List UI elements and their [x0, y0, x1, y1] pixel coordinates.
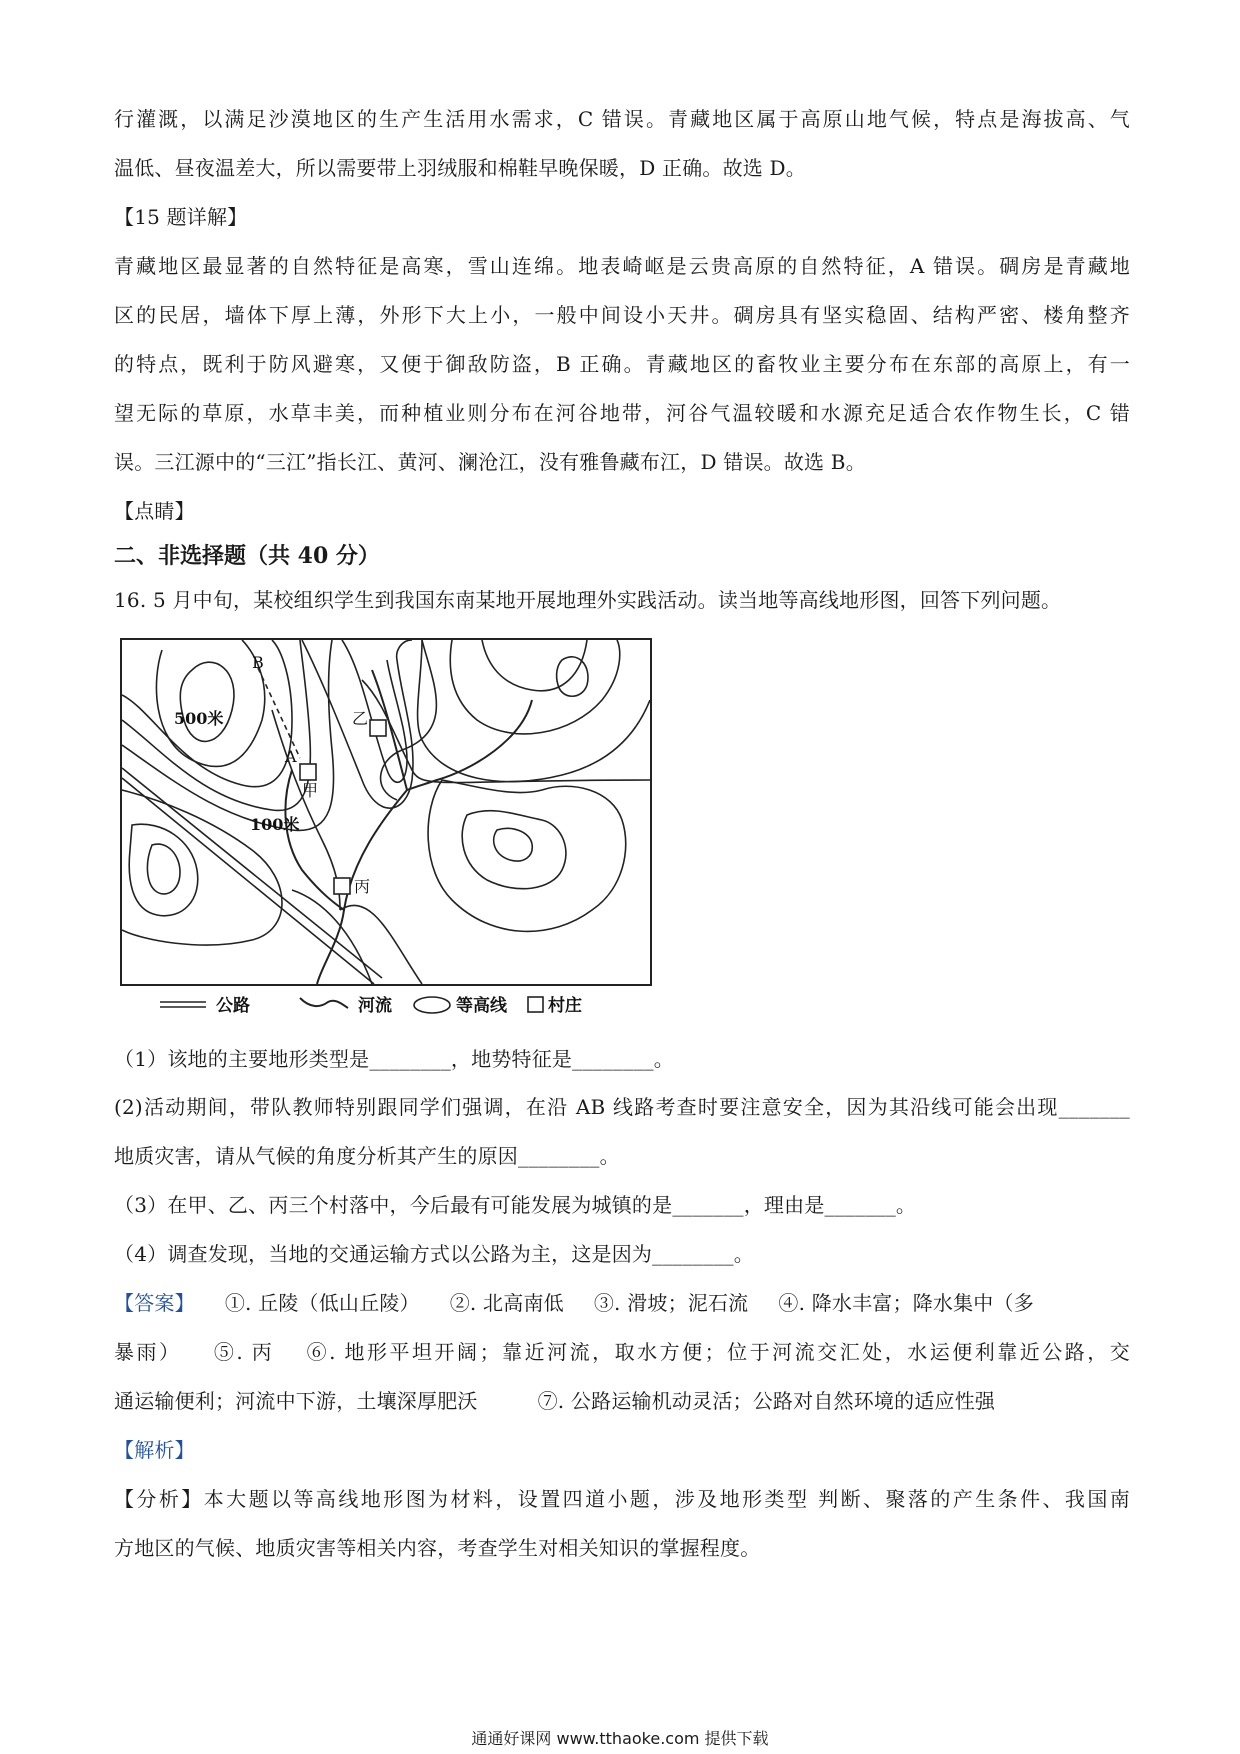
road — [122, 768, 382, 978]
legend-river-label: 河流 — [358, 996, 392, 1016]
map-legend — [160, 990, 660, 1020]
subquestion-3: （3）在甲、乙、丙三个村落中，今后最有可能发展为城镇的是_______，理由是_______。 — [114, 1193, 917, 1217]
answer-item: 通运输便利；河流中下游，土壤深厚肥沃 — [114, 1389, 478, 1413]
text-line: 行灌溉，以满足沙漠地区的生产生活用水需求，C 错误。青藏地区属于高原山地气候，特点是海拔高、气 — [114, 107, 1130, 131]
map-frame — [120, 638, 652, 986]
village-bing-marker — [334, 878, 350, 894]
contour-line — [494, 828, 533, 861]
section-heading: 【点睛】 — [114, 499, 195, 523]
legend-contour-label: 等高线 — [456, 996, 507, 1016]
road — [362, 680, 650, 783]
subquestion-2: (2)活动期间，带队教师特别跟同学们强调，在沿 AB 线路考查时要注意安全，因为其沿线可能会出现_______ — [114, 1095, 1130, 1119]
section-heading: 【15 题详解】 — [114, 205, 248, 229]
contour-legend-icon — [414, 997, 450, 1013]
label-500m: 500米 — [174, 709, 224, 728]
answer-item: ②. 北高南低 — [449, 1291, 564, 1315]
section-title: 二、非选择题（共 40 分） — [114, 543, 380, 569]
map-svg — [122, 640, 650, 984]
label-bing: 丙 — [354, 877, 371, 896]
village-yi-marker — [370, 720, 386, 736]
answer-item: ④. 降水丰富；降水集中（多 — [778, 1291, 1034, 1315]
label-b: B — [252, 653, 264, 672]
subquestion-1: （1）该地的主要地形类型是________，地势特征是________。 — [114, 1047, 674, 1071]
answer-line-3 — [114, 1386, 1130, 1416]
answer-item: ⑤. 丙 — [211, 1340, 275, 1364]
answer-item: ⑥. 地形平坦开阔；靠近河流，取水方便；位于河流交汇处，水运便利靠近公路，交 — [304, 1340, 1130, 1364]
label-100m: 100米 — [250, 815, 300, 834]
river-legend-icon — [300, 998, 348, 1008]
contour-line — [418, 640, 650, 782]
question-text: 16. 5 月中旬，某校组织学生到我国东南某地开展地理外实践活动。读当地等高线地形图，回答下列问题。 — [114, 588, 1062, 612]
contour-line — [129, 824, 198, 916]
text-line: 区的民居，墙体下厚上薄，外形下大上小，一般中间设小天井。碉房具有坚实稳固、结构严密、楼角整齐 — [114, 303, 1130, 327]
contour-line — [156, 640, 264, 766]
contour-line — [450, 640, 620, 734]
contour-line — [122, 790, 282, 945]
subquestion-4: （4）调查发现，当地的交通运输方式以公路为主，这是因为________。 — [114, 1242, 754, 1266]
analysis-tag: 【解析】 — [114, 1438, 195, 1462]
answer-line-2 — [114, 1337, 1130, 1367]
analysis-text: 方地区的气候、地质灾害等相关内容，考查学生对相关知识的掌握程度。 — [114, 1536, 761, 1560]
village-legend-icon — [528, 997, 543, 1012]
answer-item: ①. 丘陵（低山丘陵） — [224, 1291, 420, 1315]
label-jia: 甲 — [302, 781, 319, 800]
legend-village-label: 村庄 — [548, 996, 582, 1016]
contour-line — [122, 640, 334, 830]
text-line: 温低、昼夜温差大，所以需要带上羽绒服和棉鞋早晚保暖，D 正确。故选 D。 — [114, 156, 806, 180]
answer-line-1 — [114, 1288, 1130, 1318]
contour-line — [147, 844, 180, 894]
text-line: 望无际的草原，水草丰美，而种植业则分布在河谷地带，河谷气温较暖和水源充足适合农作物生长，C 错 — [114, 401, 1130, 425]
text-line: 的特点，既利于防风避寒，又便于御敌防盗，B 正确。青藏地区的畜牧业主要分布在东部的高原上，有一 — [114, 352, 1130, 376]
village-jia-marker — [300, 764, 316, 780]
contour-line — [428, 780, 626, 931]
legend-road-label: 公路 — [216, 996, 250, 1016]
contour-map — [120, 638, 660, 1018]
answer-item: 暴雨） — [114, 1340, 182, 1364]
contour-line — [462, 811, 566, 889]
contour-line — [482, 640, 587, 691]
label-yi: 乙 — [352, 709, 369, 728]
answer-tag: 【答案】 — [114, 1291, 195, 1315]
contour-line — [180, 662, 234, 741]
analysis-text: 【分析】本大题以等高线地形图为材料，设置四道小题，涉及地形类型 判断、聚落的产生条件、我国南 — [114, 1487, 1130, 1511]
page-footer: 通通好课网 www.tthaoke.com 提供下载 — [471, 1729, 769, 1748]
answer-item: ③. 滑坡；泥石流 — [593, 1291, 749, 1315]
text-line: 误。三江源中的“三江”指长江、黄河、澜沧江，没有雅鲁藏布江，D 错误。故选 B。 — [114, 450, 866, 474]
text-line: 青藏地区最显著的自然特征是高寒，雪山连绵。地表崎岖是云贵高原的自然特征，A 错误。碉房是青藏地 — [114, 254, 1130, 278]
ab-route-line — [258, 668, 300, 758]
answer-item: ⑦. 公路运输机动灵活；公路对自然环境的适应性强 — [537, 1389, 996, 1413]
subquestion-2-cont: 地质灾害，请从气候的角度分析其产生的原因________。 — [114, 1144, 620, 1168]
label-a: A — [285, 747, 297, 766]
